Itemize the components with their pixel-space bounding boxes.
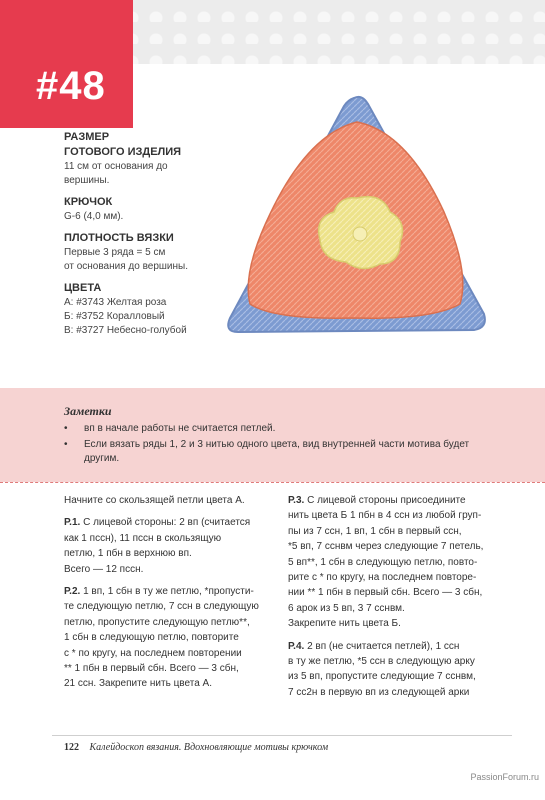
size-heading-1: РАЗМЕР	[64, 131, 110, 143]
row-3-label: Р.3.	[288, 495, 305, 506]
book-title: Калейдоскоп вязания. Вдохновляющие мотивы крючком	[89, 742, 329, 753]
color-c: В: #3727 Небесно-голубой	[64, 325, 187, 336]
row-4-label: Р.4.	[288, 640, 305, 652]
bullet-icon: •	[64, 439, 68, 450]
instructions-left-column	[64, 493, 279, 699]
intro-text: Начните со скользящей петли цвета А.	[64, 495, 245, 506]
instructions-right-column	[288, 493, 498, 707]
size-text-1: 11 см от основания до	[64, 161, 168, 172]
size-heading-2: ГОТОВОГО ИЗДЕЛИЯ	[64, 146, 182, 158]
dashed-separator	[0, 482, 545, 483]
gauge-text-1: Первые 3 ряда = 5 см	[64, 247, 166, 258]
notes-box	[0, 388, 545, 482]
row-2-label: Р.2.	[64, 586, 81, 598]
pattern-number-block	[0, 0, 133, 128]
notes-list	[64, 422, 504, 468]
page-footer	[64, 742, 328, 753]
row-2-text: Р.2. 1 вп, 1 сбн в ту же петлю, *пропусти- те следующую петлю, 7 ссн в следующую петлю, пропустите следующую петлю**, 1 сбн в следующую петлю, повторите с * по кругу, на последнем повторении ** 1 пбн в первый сбн. Всего — 3 сбн, 21 ссн. Закрепите нить цвета А.	[64, 586, 259, 690]
watermark: PassionForum.ru	[470, 772, 539, 782]
size-text-2: вершины.	[64, 175, 110, 186]
note-text-2a: Если вязать ряды 1, 2 и 3 нитью одного цвета, вид внутренней части мотива будет	[84, 439, 470, 450]
row-4-text: Р.4. 2 вп (не считается петлей), 1 ссн в ту же петлю, *5 ссн в следующую арку из 5 вп, пропустите следующие 7 сснвм, 7 сс2н в первую вп из следующей арки	[288, 640, 476, 698]
crochet-motif-image	[222, 92, 492, 340]
bullet-icon: •	[64, 423, 68, 434]
color-a: А: #3743 Желтая роза	[64, 297, 167, 308]
note-text-1: вп в начале работы не считается петлей.	[84, 423, 276, 434]
color-b: Б: #3752 Коралловый	[64, 311, 165, 322]
notes-title: Заметки	[64, 404, 112, 418]
hook-heading: КРЮЧОК	[64, 196, 113, 208]
colors-heading: ЦВЕТА	[64, 282, 102, 294]
row-1-label: Р.1.	[64, 517, 81, 529]
note-item	[64, 438, 504, 466]
pattern-number: #48	[36, 64, 106, 108]
row-3-text: Р.3. С лицевой стороны присоедините нить цвета Б 1 пбн в 4 ссн из любой груп- пы из 7 ссн, 1 вп, 1 сбн в первый ссн, *5 вп, 7 сснвм через следующие 7 петель, 5 вп**, 1 сбн в следующую петлю, повто- рите с * по кругу, на последнем повторе- нии ** 1 пбн в первый сбн. Всего — 3 сбн, 6 арок из 5 вп, 3 7 сснвм. Закрепите нить цвета Б.	[288, 495, 484, 630]
note-text-2b: другим.	[84, 453, 120, 464]
page-number: 122	[64, 742, 79, 753]
center-ring	[353, 227, 367, 241]
gauge-text-2: от основания до вершины.	[64, 261, 189, 272]
note-item	[64, 422, 504, 436]
specs-panel	[64, 130, 234, 338]
row-1-text: Р.1. С лицевой стороны: 2 вп (считается как 1 псcн), 11 псcн в скользящую петлю, 1 пбн в верхнюю вп. Всего — 12 псcн.	[64, 517, 251, 575]
footer-rule	[52, 735, 512, 736]
hook-text: G-6 (4,0 мм).	[64, 211, 124, 222]
gauge-heading: ПЛОТНОСТЬ ВЯЗКИ	[64, 232, 174, 244]
